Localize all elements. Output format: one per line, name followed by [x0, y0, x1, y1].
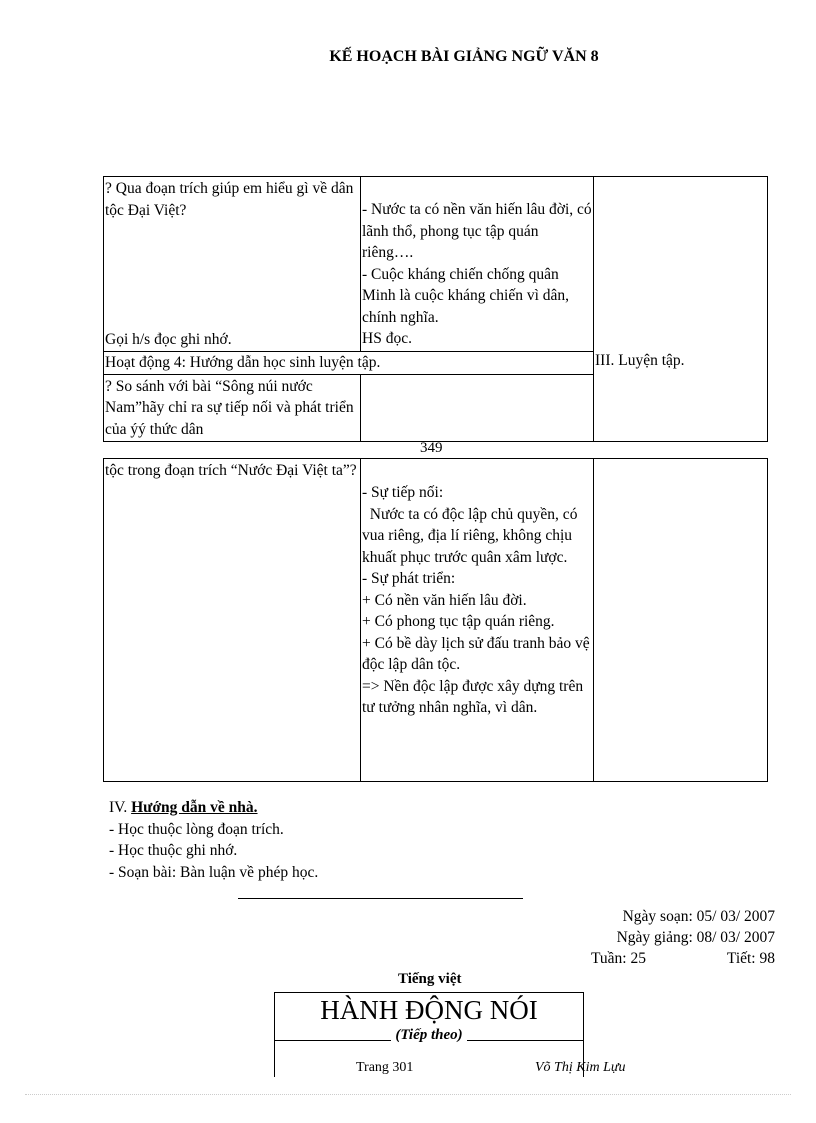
page-number: 349 [420, 440, 443, 456]
lesson-subtitle-wrap [274, 1027, 584, 1044]
answer-line: + Có bề dày lịch sử đấu tranh bảo vệ độc lập dân tộc. [362, 634, 590, 673]
table-row [104, 459, 768, 782]
activity-heading: Hoạt động 4: Hướng dẫn học sinh luyện tập. [104, 351, 594, 374]
homework-title: Hướng dẫn về nhà. [131, 799, 258, 816]
page-header-title: KẾ HOẠCH BÀI GIẢNG NGỮ VĂN 8 [329, 48, 599, 65]
instruction-text: Gọi h/s đọc ghi nhớ. [105, 331, 232, 348]
footer-author: Võ Thị Kim Lựu [535, 1060, 626, 1075]
question-text: tộc trong đoạn trích “Nước Đại Việt ta”? [104, 459, 361, 782]
page-bottom-rule [25, 1094, 791, 1095]
question-text: ? So sánh với bài “Sông núi nước Nam”hãy chỉ ra sự tiếp nối và phát triển của ýý thức dân [104, 374, 361, 442]
table-cell [361, 177, 594, 352]
answer-line: - Sự tiếp nối: [362, 484, 444, 501]
week-label: Tuần: 25 [591, 950, 646, 967]
subject-label: Tiếng việt [398, 971, 462, 987]
lesson-table-part1 [103, 176, 768, 442]
answer-text: - Cuộc kháng chiến chống quân Minh là cuộc kháng chiến vì dân, chính nghĩa. [362, 265, 570, 326]
answer-line: + Có nền văn hiến lâu đời. [362, 591, 527, 609]
table-cell [594, 177, 768, 442]
footer-page: Trang 301 [356, 1060, 414, 1075]
lesson-title: HÀNH ĐỘNG NÓI [320, 995, 538, 1025]
answer-line: + Có phong tục tập quán riêng. [362, 613, 555, 630]
date-block [585, 906, 775, 969]
list-item: - Soạn bài: Bàn luận về phép học. [109, 863, 319, 881]
table-row [104, 177, 768, 352]
separator-line [238, 898, 523, 899]
homework-prefix: IV. [109, 799, 132, 816]
list-item: - Học thuộc ghi nhớ. [109, 842, 238, 859]
period-label: Tiết: 98 [726, 950, 775, 967]
prep-date: Ngày soạn: 05/ 03/ 2007 [622, 908, 775, 925]
table-cell [361, 459, 594, 782]
answer-line: - Sự phát triển: [362, 570, 456, 587]
answer-text: - Nước ta có nền văn hiến lâu đời, có lãnh thổ, phong tục tập quán riêng…. [362, 201, 592, 261]
lesson-subtitle: (Tiếp theo) [391, 1027, 466, 1043]
homework-section [109, 797, 318, 883]
answer-line: Nước ta có độc lập chủ quyền, có vua riêng, địa lí riêng, không chịu khuất phục trước quân xâm lược. [362, 505, 582, 566]
question-text: ? Qua đoạn trích giúp em hiểu gì về dân tộc Đại Việt? [105, 180, 354, 219]
table-cell [361, 374, 594, 442]
table-cell [594, 459, 768, 782]
list-item: - Học thuộc lòng đoạn trích. [109, 820, 284, 838]
lesson-table-part2 [103, 458, 768, 782]
answer-line: => Nền độc lập được xây dựng trên tư tưởng nhân nghĩa, vì dân. [362, 677, 584, 716]
answer-text: HS đọc. [362, 330, 412, 347]
table-cell [104, 177, 361, 352]
section-heading: III. Luyện tập. [595, 352, 685, 369]
teach-date: Ngày giảng: 08/ 03/ 2007 [616, 929, 775, 946]
